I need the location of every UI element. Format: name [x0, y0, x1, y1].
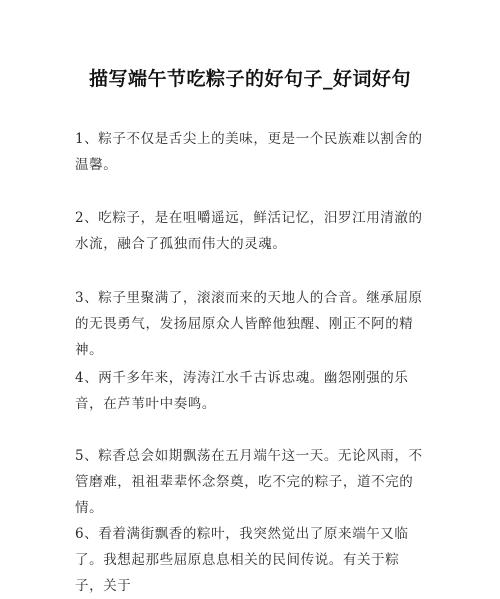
paragraph-3: 3、粽子里聚满了，滚滚而来的天地人的合音。继承屈原的无畏勇气，发扬屈原众人皆醉他独醒、刚正不阿的精神。 — [75, 290, 423, 358]
paragraph-1: 1、粽子不仅是舌尖上的美味，更是一个民族难以割舍的温馨。 — [75, 131, 423, 173]
paragraph-6: 6、看着满街飘香的粽叶，我突然觉出了原来端午又临了。我想起那些屈原息息相关的民间传说。有关于粽子，关于 — [75, 526, 409, 594]
paragraph-4: 4、两千多年来，涛涛江水千古诉忠魂。幽怨刚强的乐音，在芦苇叶中奏鸣。 — [75, 370, 409, 412]
paragraph-5: 5、粽香总会如期飘荡在五月端午这一天。无论风雨，不管磨难，祖祖辈辈怀念祭奠，吃不完的粽子，道不完的情。 — [75, 448, 423, 516]
page-title: 描写端午节吃粽子的好句子_好词好句 — [88, 68, 411, 90]
paragraph-2: 2、吃粽子，是在咀嚼遥远，鲜活记忆，汨罗江用清澈的水流，融合了孤独而伟大的灵魂。 — [75, 210, 423, 252]
